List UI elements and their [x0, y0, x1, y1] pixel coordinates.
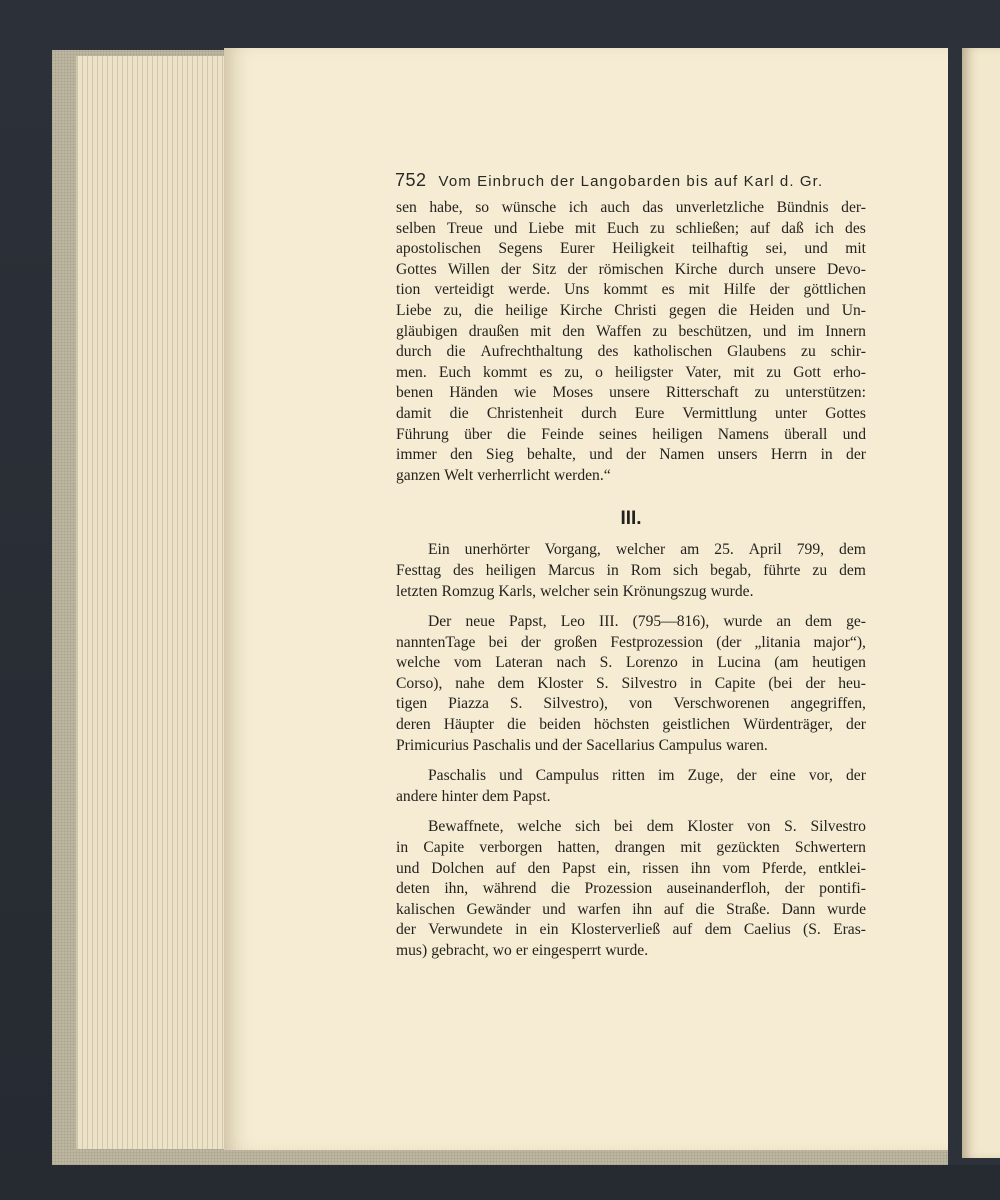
text-line: Gottes Willen der Sitz der römischen Kirche durch unsere Devo- — [396, 260, 866, 278]
facing-page-edge — [962, 48, 1000, 1158]
text-line: welche vom Lateran nach S. Lorenzo in Lucina (am heutigen — [396, 654, 866, 672]
text-line: deten ihn, während die Prozession auseinanderfloh, der pontifi- — [396, 880, 866, 898]
text-line: Primicurius Paschalis und der Sacellarius Campulus waren. — [396, 736, 768, 754]
text-line: ganzen Welt verherrlicht werden.“ — [396, 466, 611, 484]
running-head — [395, 170, 865, 191]
text-line: der Verwundete in ein Klosterverließ auf dem Caelius (S. Eras- — [396, 921, 866, 939]
text-line: immer den Sieg behalte, und der Namen unsers Herrn in der — [396, 446, 866, 464]
text-line: in Capite verborgen hatten, drangen mit gezückten Schwertern — [396, 839, 866, 857]
text-line: mus) gebracht, wo er eingesperrt wurde. — [396, 942, 649, 959]
section-heading: III. — [620, 508, 642, 530]
paragraph — [396, 540, 866, 602]
text-line: andere hinter dem Papst. — [396, 787, 551, 805]
text-line: gläubigen draußen mit den Waffen zu beschützen, und im Innern — [396, 322, 866, 340]
text-line: sen habe, so wünsche ich auch das unverletzliche Bündnis der- — [396, 199, 866, 216]
text-line: Paschalis und Campulus ritten im Zuge, der eine vor, der — [428, 767, 866, 785]
text-line: Ein unerhörter Vorgang, welcher am 25. April 799, dem — [428, 541, 866, 559]
text-line: Bewaffnete, welche sich bei dem Kloster von S. Silvestro — [428, 818, 866, 836]
text-line: benen Händen wie Moses unsere Ritterschaft zu unterstützen: — [396, 384, 866, 402]
text-line: Der neue Papst, Leo III. (795—816), wurde an dem ge- — [428, 613, 866, 631]
text-line: kalischen Gewänder und warfen ihn auf die Straße. Dann wurde — [396, 900, 866, 918]
paragraph — [396, 198, 866, 486]
paragraph — [396, 612, 866, 756]
text-line: durch die Aufrechthaltung des katholischen Glaubens zu schir- — [396, 343, 866, 361]
text-line: letzten Romzug Karls, welcher sein Krönungszug wurde. — [396, 582, 754, 600]
text-line: selben Treue und Liebe mit Euch zu schließen; auf daß ich des — [396, 219, 866, 237]
text-line: Führung über die Feinde seines heiligen Namens überall und — [396, 425, 866, 443]
body-text — [396, 198, 866, 962]
paragraph — [396, 817, 866, 961]
text-line: apostolischen Segens Eurer Heiligkeit teilhaftig sei, und mit — [396, 240, 866, 258]
text-line: nanntenTage bei der großen Festprozession (der „litania major“), — [396, 633, 866, 651]
text-line: tigen Piazza S. Silvestro), von Verschworenen angegriffen, — [396, 695, 866, 713]
running-title: Vom Einbruch der Langobarden bis auf Karl d. Gr. — [438, 173, 824, 190]
page-edges — [76, 56, 238, 1149]
text-line: und Dolchen auf den Papst ein, rissen ihn vom Pferde, entklei- — [396, 859, 866, 877]
text-line: tion verteidigt werde. Uns kommt es mit Hilfe der göttlichen — [396, 281, 866, 299]
text-line: Liebe zu, die heilige Kirche Christi gegen die Heiden und Un- — [396, 301, 866, 319]
page-number: 752 — [395, 170, 427, 190]
text-line: damit die Christenheit durch Eure Vermittlung unter Gottes — [396, 404, 866, 422]
text-line: Corso), nahe dem Kloster S. Silvestro in Capite (bei der heu- — [396, 674, 866, 692]
text-line: deren Häupter die beiden höchsten geistlichen Würdenträger, der — [396, 716, 866, 734]
text-line: Festtag des heiligen Marcus in Rom sich begab, führte zu dem — [396, 561, 866, 579]
text-line: men. Euch kommt es zu, o heiligster Vater, mit zu Gott erho- — [396, 363, 866, 381]
paragraph — [396, 766, 866, 807]
